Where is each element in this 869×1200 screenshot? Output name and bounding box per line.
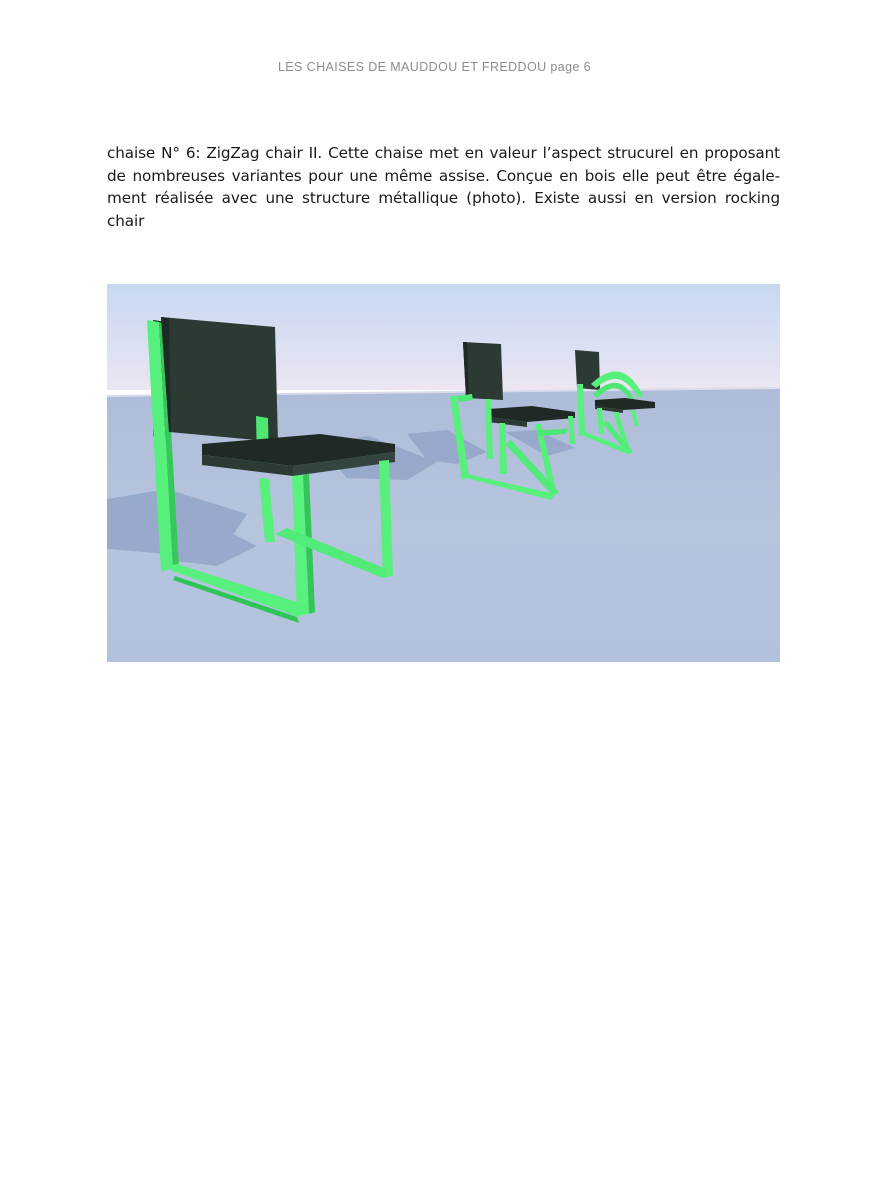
chair-description-paragraph: chaise N° 6: ZigZag chair II. Cette chaise met en valeur l’aspect strucurel en proposant de nombreuses variantes pour une même assise. Conçue en bois elle peut être égale- ment réalisée avec une structure métallique (photo). Existe aussi en version rocking chair xyxy=(107,144,780,230)
chair-render-image xyxy=(107,284,780,662)
chair-render-figure xyxy=(107,284,780,662)
running-header: LES CHAISES DE MAUDDOU ET FREDDOU page 6 xyxy=(277,60,592,74)
